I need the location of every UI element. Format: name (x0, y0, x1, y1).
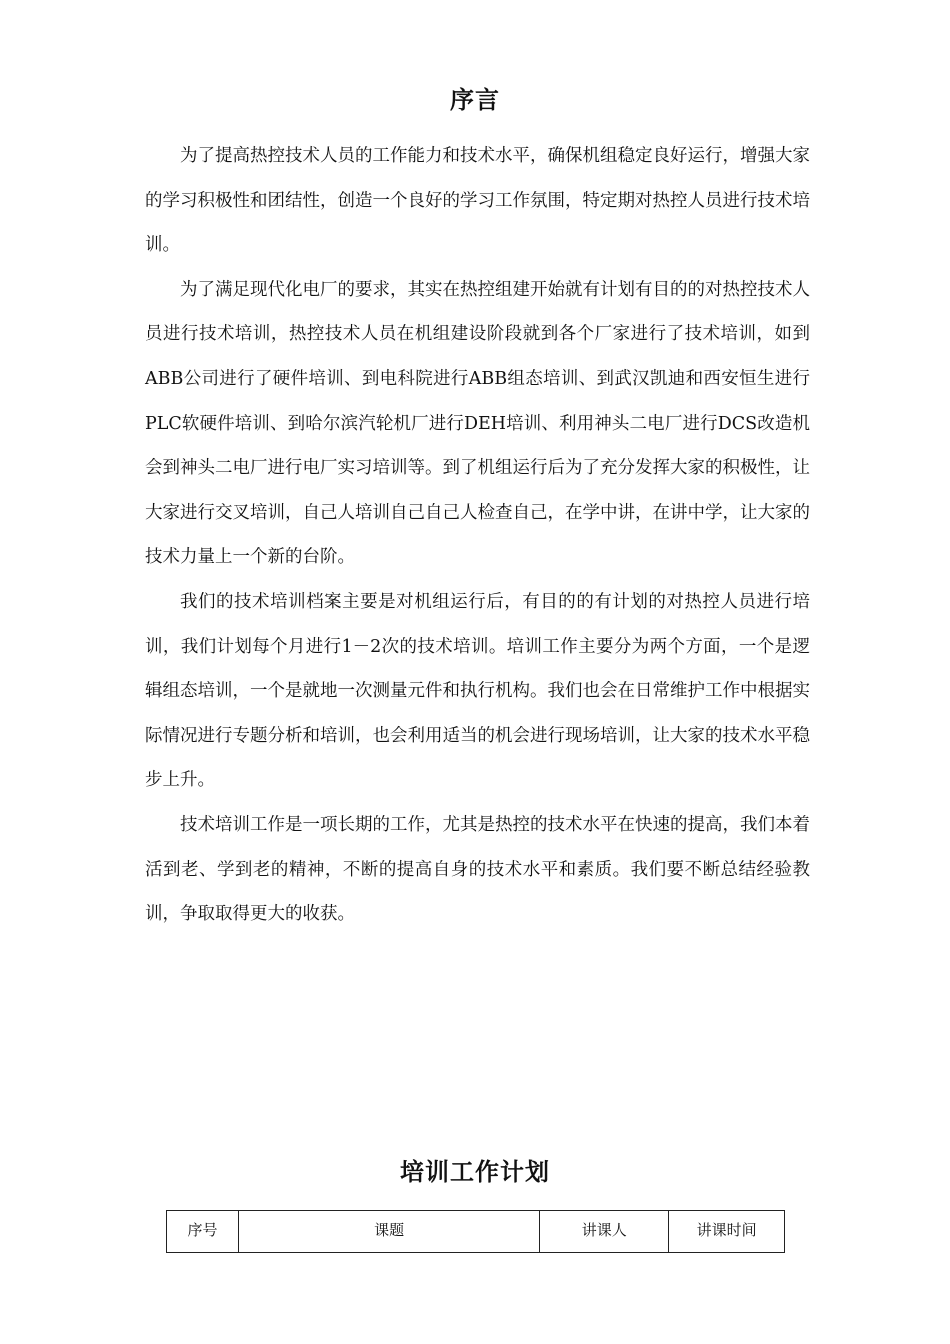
column-header-topic: 课题 (238, 1211, 539, 1253)
preface-body (145, 134, 810, 937)
training-plan-title: 培训工作计划 (400, 1157, 550, 1186)
preface-paragraph-3: 我们的技术培训档案主要是对机组运行后，有目的的有计划的对热控人员进行培训，我们计划每个月进行1－2次的技术培训。培训工作主要分为两个方面，一个是逻辑组态培训，一个是就地一次测量元件和执行机构。我们也会在日常维护工作中根据实际情况进行专题分析和培训，也会利用适当的机会进行现场培训，让大家的技术水平稳步上升。 (145, 591, 810, 791)
table-header-row (167, 1211, 785, 1253)
column-header-lecturer: 讲课人 (540, 1211, 669, 1253)
training-plan-table (166, 1210, 785, 1253)
preface-paragraph-2: 为了满足现代化电厂的要求，其实在热控组建开始就有计划有目的的对热控技术人员进行技术培训，热控技术人员在机组建设阶段就到各个厂家进行了技术培训，如到ABB公司进行了硬件培训、到电科院进行ABB组态培训、到武汉凯迪和西安恒生进行PLC软硬件培训、到哈尔滨汽轮机厂进行DEH培训、利用神头二电厂进行DCS改造机会到神头二电厂进行电厂实习培训等。到了机组运行后为了充分发挥大家的积极性，让大家进行交叉培训，自己人培训自己自己人检查自己，在学中讲，在讲中学，让大家的技术力量上一个新的台阶。 (145, 279, 810, 568)
column-header-time: 讲课时间 (669, 1211, 785, 1253)
preface-paragraph-4: 技术培训工作是一项长期的工作，尤其是热控的技术水平在快速的提高，我们本着活到老、学到老的精神，不断的提高自身的技术水平和素质。我们要不断总结经验教训，争取取得更大的收获。 (145, 814, 810, 925)
preface-title: 序言 (450, 85, 500, 114)
column-header-number: 序号 (167, 1211, 239, 1253)
preface-paragraph-1: 为了提高热控技术人员的工作能力和技术水平，确保机组稳定良好运行，增强大家的学习积极性和团结性，创造一个良好的学习工作氛围，特定期对热控人员进行技术培训。 (145, 146, 810, 256)
